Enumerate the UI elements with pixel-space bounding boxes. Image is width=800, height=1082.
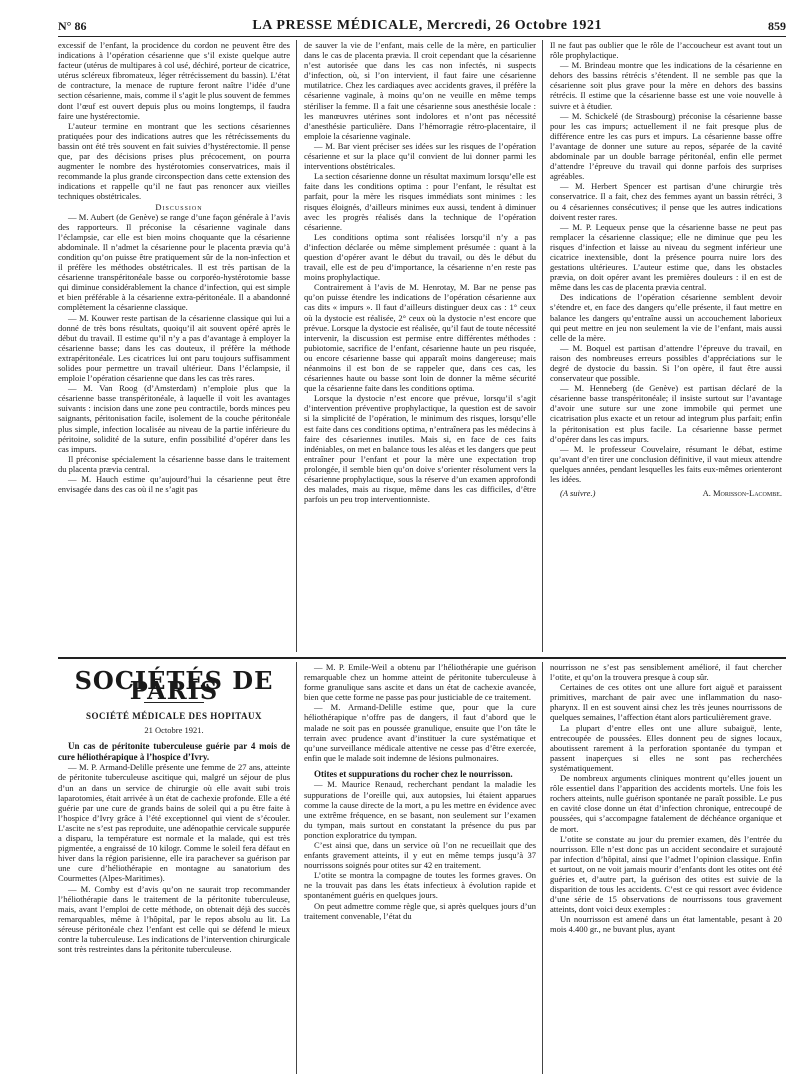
paragraph: — M. Hauch estime qu’aujourd’hui la césarienne peut être envisagée dans des cas où il ne s’agit pas [58,474,290,495]
paragraph: Il ne faut pas oublier que le rôle de l’accoucheur est avant tout un rôle prophylactique. [550,40,782,61]
top-column-1 [58,40,290,652]
paragraph: Certaines de ces otites ont une allure fort aiguë et paraissent primitives, marchant de pair avec une inflammation du naso-pharynx. Il en est souvent ainsi chez les très jeunes nourrissons de quelques semaines, l’affection étant alors particulièrement grave. [550,682,782,723]
paragraph: — M. Boquel est partisan d’attendre l’épreuve du travail, en raison des nombreuses erreurs possibles d’appréciations sur le degré de dystocie du bassin. Si l’on opère, il faut être aussi conservateur que possible. [550,342,782,384]
paragraph: — M. Armand-Delille estime que, pour que la cure héliothérapique n’offre pas de dangers, il faut d’abord que le malade ne soit pas en poussée granulique, ensuite que l’on tâte le terrain avec prudence avant d’instituer la cure systématique et qu’une surveillance médicale attentive ne cesse pas d’être exercée, enfin que le malade soit indemne de lésions pulmonaires. [304,702,536,763]
paragraph: — M. Herbert Spencer est partisan d’une chirurgie très conservatrice. Il a fait, chez des femmes ayant un bassin rétréci, 3 ou 4 césariennes consécutives; il pense que les autres indications doivent rester rares. [550,181,782,222]
paragraph: — M. Aubert (de Genève) se range d’une façon générale à l’avis des rapporteurs. Il préconise la césarienne vaginale dans l’éclampsie, car elle est bien moins choquante que la césarienne abdominale. Il n’admet la césarienne pour le placenta prævia qu’à condition qu’on puisse être pratiquement sûr de la non-infection et il préfère les méthodes obstétricales. Il est très partisan de la césarienne transpéritonéale basse ou corporéo-hystérotomie basse qui diminue considérablement la chance d’infection, qui est simple et bien préférable à la césarienne extra-péritonéale. Il a abandonné complètement la césarienne classique. [58,211,290,313]
paragraph: — M. Henneberg (de Genève) est partisan déclaré de la césarienne basse transpéritonéale; il insiste surtout sur l’avantage d’avoir une suture sur une zone immobile qui permet une cicatrisation plus exacte et un retour ad integrum plus parfait; enfin la péritonisation est plus facile. La césarienne basse permet d’opérer dans les cas impurs. [550,383,782,444]
paragraph: Contrairement à l’avis de M. Henrotay, M. Bar ne pense pas qu’on puisse étendre les indications de l’opération césarienne aux cas dits « impurs ». Il faut d’ailleurs distinguer deux cas : 1° ceux où la dystocie est réalisée, 2° ceux où la dystocie n’est encore que prévue. Lorsque la dystocie est réalisée, qu’il faut de toute nécessité intervenir, la discussion est permise entre différentes méthodes : pubiotomie, sacrifice de l’enfant, césarienne haute un peu risquée, ou encore césarienne basse qui apparaît moins dangereuse; mais néanmoins il est bon de se rappeler que, dans ces cas, les césariennes haute ou basse sont loin de donner la même sécurité que la césarienne faite dans les conditions optima. [304,282,536,394]
issue-number: N° 86 [58,19,87,33]
paragraph: Les conditions optima sont réalisées lorsqu’il n’y a pas d’infection déclarée ou même simplement présumée : quant à la question d’opérer avant le début du travail, ou dès le début du travail, elle est de peu d’importance, la césarienne n’en reste pas moins prophylactique. [304,231,536,283]
paragraph: — M. Schickelé (de Strasbourg) préconise la césarienne basse pour les cas impurs; actuellement il ne fait presque plus de différence entre les cas purs et impurs. La césarienne basse offre l’avantage de donner une suture au repos, séparée de la cavité abdominale par un double barrage péritonéal, enfin elle permet d’attendre l’épreuve du travail qui donne parfois des surprises agréables. [550,110,782,182]
top-column-3 [550,40,782,652]
paragraph: La section césarienne donne un résultat maximum lorsqu’elle est faite dans les conditions optima : pour l’enfant, le résultat est parfait, pour la mère les risques immédiats sont minimes : les risques éloignés, d’ailleurs minimes eux aussi, tendent à diminuer avec les progrès réalisés dans la technique de l’opération césarienne. [304,171,536,232]
page-number: 859 [768,19,786,33]
paragraph: La plupart d’entre elles ont une allure subaiguë, lente, entrecoupée de poussées. Elles donnent peu de signes locaux, aboutissent rarement à la perforation spontanée du tympan et passent inaperçues si elles ne sont pas recherchées systématiquement. [550,722,782,773]
bottom-column-2 [304,662,536,1074]
paragraph: de sauver la vie de l’enfant, mais celle de la mère, en particulier dans le cas de placenta prævia. Il croit cependant que la césarienne n’est autorisée que dans les cas non infectés, ni suspects d’infection, où, si l’on intervient, il faut faire une césarienne mutilatrice. Chez les cardiaques avec accidents graves, il préfère la césarienne vaginale, à moins qu’on ne veuille en même temps stériliser la femme. Il a fait une césarienne sous anesthésie locale : les manœuvres utérines sont indolores et n’ont pas nécessité d’anesthésie particulière. Dans l’hémorragie rétro-placentaire, il emploie la césarienne vaginale. [304,40,536,141]
header-rule [58,36,786,37]
author-signature: A. Morisson-Lacombe. [702,488,782,499]
paragraph: L’otite se montra la compagne de toutes les formes graves. On ne la trouvait pas dans les états infectieux à évolution rapide et spontanément guéris en quelques jours. [304,870,536,901]
paragraph: — M. P. Armand-Delille présente une femme de 27 ans, atteinte de péritonite tuberculeuse ascitique qui, malgré un séjour de plus d’un an dans un service de chirurgie où elle avait subi trois laparotomies, était arrivée à un état de cachexie profonde. Elle a été guérie par une cure de grands bains de soleil qui a pu être faite à l’hospice d’Ivry grâce à l’été exceptionnel qui vient de s’écouler. L’ascite ne s’est pas reproduite, une adénopathie cervicale suppurée a disparu, la température est normale et la malade, qui est très pigmentée, a engraissé de 10 kilogr. Comme le soleil fera défaut en hiver dans la région parisienne, elle ira parachever sa guérison par une cure d’héliothérapie en montagne au sanatorium des Courmettes (Alpes-Maritimes). [58,762,290,884]
section-rule [58,657,786,659]
paragraph: — M. Kouwer reste partisan de la césarienne classique qui lui a donné de très bons résultats, quoiqu’il ait souvent opéré après le début du travail. Il estime qu’il n’y a pas d’avantage à employer la césarienne basse; dans les cas douteux, il préfère la méthode extrapéritonéale. Les cicatrices lui ont paru toujours suffisamment solides pour permettre un travail ultérieur. Dans l’éclampsie, il emploie l’opération césarienne que dans les cas très rares. [58,312,290,384]
paragraph: — M. le professeur Couvelaire, résumant le débat, estime qu’avant d’en tirer une conclusion définitive, il vaut mieux attendre quelques années, pendant lesquelles les faits eux-mêmes orienteront les idées. [550,443,782,485]
paragraph: Des indications de l’opération césarienne semblent devoir s’étendre et, en face des dangers qu’elle présente, il faut mettre en balance les dangers qu’entraîne aussi un accouchement laborieux qui peut mettre en jeu non seulement la vie de l’enfant, mais aussi celle de la mère. [550,292,782,343]
paragraph: — M. Maurice Renaud, recherchant pendant la maladie les suppurations de l’oreille qui, aux autopsies, lui étaient apparues comme la cause directe de la mort, a pu les mettre en évidence avec une extrême fréquence, en se basant, non seulement sur l’examen du tympan, mais surtout en constatant la présence du pus par ponction exploratrice du tympan. [304,779,536,840]
paragraph: — M. Bar vient préciser ses idées sur les risques de l’opération césarienne et sur la place qu’il convient de lui donner parmi les interventions obstétricales. [304,140,536,172]
article-title: Un cas de péritonite tuberculeuse guérie par 4 mois de cure héliothérapique à l’hospice d’Ivry. [58,741,290,762]
paragraph: excessif de l’enfant, la procidence du cordon ne peuvent être des indications à l’opération césarienne que s’il existe quelque autre facteur (utérus de multipares à col usé, déchiré, porteur de cicatrice, utérus scléreux fibromateux, léger rétrécissement du bassin). L’état de contracture, la menace de rupture feront naître l’idée d’une section césarienne, mais, comme il s’agit le plus souvent de femmes dont l’œuf est ouvert depuis plus ou moins longtemps, il faudra faire une hystérectomie. [58,40,290,121]
paragraph: nourrisson ne s’est pas sensiblement amélioré, il faut chercher l’otite, et qu’on la trouvera presque à coup sûr. [550,662,782,683]
paragraph: — M. Van Roog (d’Amsterdam) n’emploie plus que la césarienne basse transpéritonéale, à laquelle il voit les avantages suivants : incision dans une zone peu contractile, bords minces peu saignants, péritonisation facile, isolement de la couche péritonéale plus simple, infection localisée au niveau de la partie inférieure du péritoine, solidité de la suture, enfin possibilité d’opérer dans les cas impurs. [58,383,290,454]
column-separator [542,662,543,1074]
column-separator [296,662,297,1074]
paragraph: — M. Comby est d’avis qu’on ne saurait trop recommander l’héliothérapie dans le traitement de la péritonite tuberculeuse, mais, avant l’emploi de cette méthode, on obtenait déjà des succès remarquables, même à l’hôpital, par le repos absolu au lit. La séreuse péritonéale chez l’enfant est celle qui se défend le mieux contre la tuberculeuse. Les indications de l’intervention chirurgicale sont très restreintes dans la péritonite tuberculeuse. [58,883,290,955]
paragraph: De nombreux arguments cliniques montrent qu’elles jouent un rôle essentiel dans l’apparition des accidents mortels. Une fois les rochers atteints, nulle guérison spontanée ne paraît possible. Le pus en cavité close donne un état d’infection chronique, entrecoupé de poussées, qui s’accompagne fatalement de déchéance organique et de mort. [550,773,782,834]
to-be-continued: (A suivre.) [560,488,596,499]
paragraph: — M. P. Lequeux pense que la césarienne basse ne peut pas remplacer la césarienne classique; elle ne diminue que peu les risques d’infection et laisse au niveau du segment inférieur une cicatrice inextensible, dont la présence pourra nuire lors des gestations ultérieures. L’auteur estime que, dans les obstacles prævia, on doit opérer avant les premières douleurs : il en est de même dans les cas de placenta prævia central. [550,221,782,293]
paragraph: L’otite se constate au jour du premier examen, dès l’entrée du nourrisson. Elle n’est donc pas un accident secondaire et surajouté par infection d’hôpital, ainsi que l’admet l’opinion classique. Enfin et surtout, on ne voit jamais mourir d’enfants dont les otites ont été guéries et, d’autre part, la guérison des otites est suivie de la disparition de tous les accidents. C’est ce qui ressort avec évidence d’une série de 15 observations de nourrissons tous gravement atteints, dont voici deux exemples : [550,833,782,915]
paragraph: — M. P. Emile-Weil a obtenu par l’héliothérapie une guérison remarquable chez un homme atteint de péritonite tuberculeuse à forme granulique sans ascite et dans un état de cachexie avancée, bien que cette forme ne passe pas pour justiciable de ce traitement. [304,662,536,703]
column-separator [542,40,543,652]
session-date: 21 Octobre 1921. [144,725,204,736]
society-name: SOCIÉTÉ MÉDICALE DES HOPITAUX [85,711,263,722]
paragraph: Il préconise spécialement la césarienne basse dans le traitement du placenta prævia central. [58,453,290,474]
bottom-column-3 [550,662,782,1074]
signature-line [550,488,782,498]
paragraph: Un nourrisson est amené dans un état lamentable, pesant à 20 mois 4.400 gr., ne buvant plus, ayant [550,914,782,935]
column-separator [296,40,297,652]
paragraph: On peut admettre comme règle que, si après quelques jours d’un traitement convenable, l’état du [304,900,536,921]
paragraph: C’est ainsi que, dans un service où l’on ne recueillait que des enfants gravement atteints, il y eut en même temps jusqu’à 37 nourrissons soignés pour otites sur 42 en traitement. [304,840,536,871]
article-title: Otites et suppurations du rocher chez le nourrisson. [314,768,513,779]
journal-title: LA PRESSE MÉDICALE, Mercredi, 26 Octobre 1921 [252,18,603,33]
paragraph: Lorsque la dystocie n’est encore que prévue, lorsqu’il s’agit d’intervention préventive prophylactique, la question est de savoir si la simplicité de l’opération, le minimum des risques, lorsqu’elle est faite dans ces conditions optima, n’entraînera pas les médecins à faire des césariennes inutiles. Mais si, en face de ces faits indéniables, on met en balance tous les aléas et les dangers que peut entraîner pour l’enfant et pour la mère une expectation trop prolongée, il semble bien qu’on doive s’orienter résolument vers la césarienne prophylactique, sous la réserve d’un examen approfondi des malades, mais au risque, même dans les cas difficiles, d’être parfois un peu trop interventionniste. [304,393,536,505]
paragraph: L’auteur termine en montrant que les sections césariennes pratiquées pour des indications autres que les rétrécissements du bassin ont été très souvent en fait suivies d’hystérectomie. Il pense que, par des décisions prises plus précocement, on pourra augmenter le nombre des hystérotomies conservatrices, mais il recommande la plus grande circonspection dans cette extension des indications et rappelle qu’il ne faut pas renoncer aux vieilles techniques obstétricales. [58,120,290,202]
section-title: SOCIÉTÉS DE PARIS [74,666,274,706]
page-header [58,12,786,34]
bottom-column-1 [58,662,290,1074]
paragraph: — M. Brindeau montre que les indications de la césarienne en dehors des bassins rétrécis s’étendent. Il ne semble pas que la césarienne soit plus grave pour la mère en dehors des bassins rétrécis. Il estime que la césarienne basse est une voie nouvelle à suivre et à étudier. [550,60,782,111]
top-column-2 [304,40,536,652]
discussion-heading: Discussion [155,201,203,212]
